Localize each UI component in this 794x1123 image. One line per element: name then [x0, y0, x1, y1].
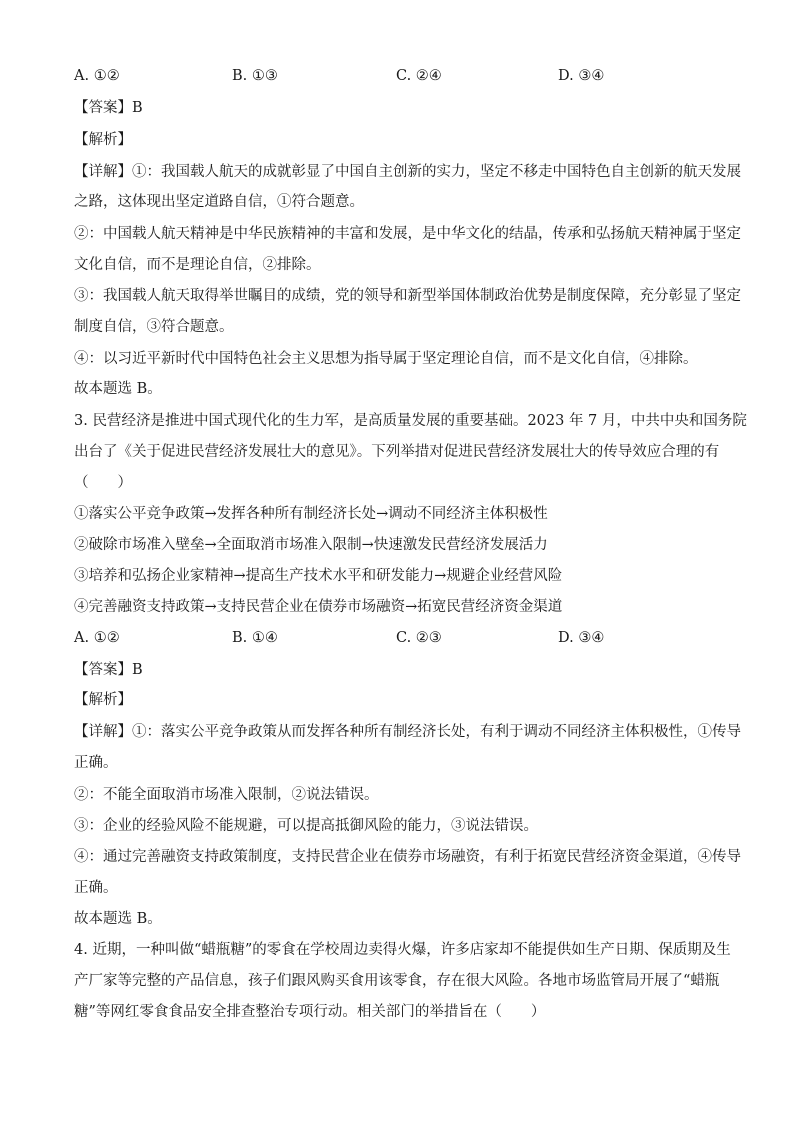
q2-detail-line: 之路，这体现出坚定道路自信，①符合题意。 [74, 194, 364, 210]
q2-answer: 【答案】B [74, 100, 143, 116]
q3-detail-line: 正确。 [74, 755, 118, 771]
q3-option-a: A. ①② [74, 630, 120, 646]
q2-detail-line: ③：我国载人航天取得举世瞩目的成绩，党的领导和新型举国体制政治优势是制度保障，充分彰显了坚定 [74, 288, 741, 304]
q2-detail-line: ②：中国载人航天精神是中华民族精神的丰富和发展，是中华文化的结晶，传承和弘扬航天精神属于坚定 [74, 226, 741, 242]
q2-detail-line: ④：以习近平新时代中国特色社会主义思想为指导属于坚定理论自信，而不是文化自信，④排除。 [74, 351, 698, 367]
q3-option-d: D. ③④ [558, 630, 605, 646]
q3-stem-blank: （ ） [74, 475, 132, 491]
q3-item: ③培养和弘扬企业家精神→提高生产技术水平和研发能力→规避企业经营风险 [74, 568, 563, 584]
q3-analysis-label: 【解析】 [74, 692, 132, 708]
q2-option-a: A. ①② [74, 68, 120, 84]
q3-stem-line: 出台了《关于促进民营经济发展壮大的意见》。下列举措对促进民营经济发展壮大的传导效应合理的有 [74, 444, 720, 460]
q3-detail-line: ②：不能全面取消市场准入限制，②说法错误。 [74, 787, 379, 803]
q3-detail-line: 【详解】①：落实公平竞争政策从而发挥各种所有制经济长处，有利于调动不同经济主体积极性，①传导 [74, 724, 741, 740]
q2-detail-line: 文化自信，而不是理论自信，②排除。 [74, 257, 321, 273]
q4-stem-line: 4. 近期，一种叫做“蜡瓶糖”的零食在学校周边卖得火爆，许多店家却不能提供如生产日期、保质期及生 [74, 942, 731, 958]
q2-conclusion: 故本题选 B。 [74, 381, 162, 397]
q3-detail-line: ③：企业的经验风险不能规避，可以提高抵御风险的能力，③说法错误。 [74, 818, 538, 834]
q3-item: ④完善融资支持政策→支持民营企业在债券市场融资→拓宽民营经济资金渠道 [74, 599, 563, 615]
q3-detail-line: ④：通过完善融资支持政策制度，支持民营企业在债券市场融资，有利于拓宽民营经济资金渠道，④传导 [74, 849, 741, 865]
q3-stem-line: 3. 民营经济是推进中国式现代化的生力军，是高质量发展的重要基础。2023 年 7 月，中共中央和国务院 [74, 413, 747, 429]
q2-detail-line: 【详解】①：我国载人航天的成就彰显了中国自主创新的实力，坚定不移走中国特色自主创新的航天发展 [74, 164, 741, 180]
q3-answer: 【答案】B [74, 662, 143, 678]
q2-analysis-label: 【解析】 [74, 132, 132, 148]
q3-item: ①落实公平竞争政策→发挥各种所有制经济长处→调动不同经济主体积极性 [74, 506, 548, 522]
q4-stem-line: 糖”等网红零食食品安全排查整治专项行动。相关部门的举措旨在（ ） [74, 1004, 546, 1020]
q4-stem-line: 产厂家等完整的产品信息，孩子们跟风购买食用该零食，存在很大风险。各地市场监管局开展了“蜡瓶 [74, 973, 720, 989]
q3-option-b: B. ①④ [232, 630, 278, 646]
q2-detail-line: 制度自信，③符合题意。 [74, 319, 234, 335]
q3-item: ②破除市场准入壁垒→全面取消市场准入限制→快速激发民营经济发展活力 [74, 537, 548, 553]
q2-option-c: C. ②④ [396, 68, 442, 84]
q2-option-d: D. ③④ [558, 68, 605, 84]
q3-conclusion: 故本题选 B。 [74, 911, 162, 927]
q3-option-c: C. ②③ [396, 630, 442, 646]
q2-option-b: B. ①③ [232, 68, 278, 84]
q3-detail-line: 正确。 [74, 880, 118, 896]
